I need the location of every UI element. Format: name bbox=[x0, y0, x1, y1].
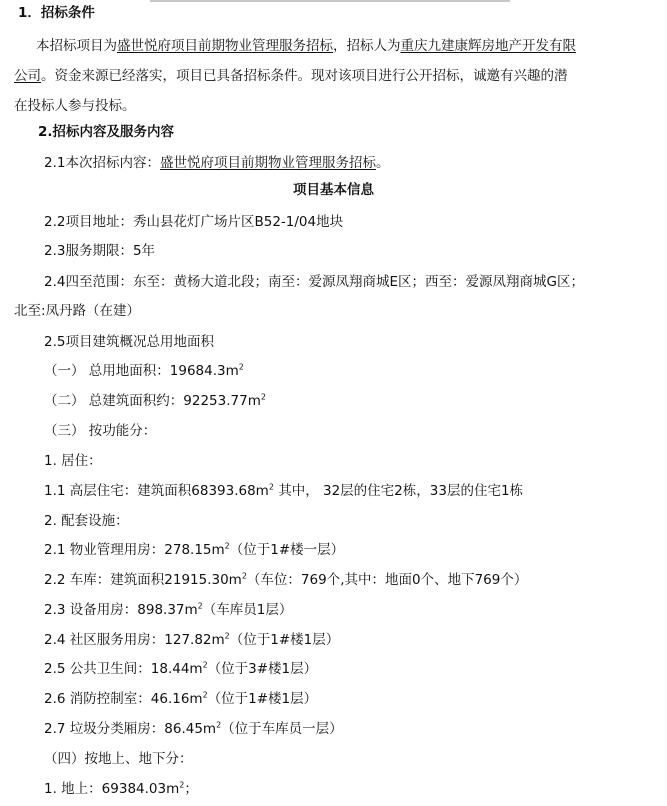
item-2-1 bbox=[44, 153, 389, 173]
superscript: 2 bbox=[197, 601, 203, 611]
superscript: 2 bbox=[179, 780, 185, 790]
item-2-3: 2.3服务期限：5年 bbox=[44, 243, 156, 259]
text: 。 bbox=[375, 155, 390, 171]
paragraph-line bbox=[36, 36, 576, 56]
text: 2.3 设备用房：898.37m bbox=[44, 602, 198, 618]
text: ，招标人为 bbox=[333, 38, 401, 54]
text: 1.1 高层住宅：建筑面积68393.68m bbox=[44, 483, 269, 499]
info-title: 项目基本信息 bbox=[293, 182, 374, 198]
paragraph-line bbox=[14, 66, 568, 86]
list-item bbox=[44, 779, 198, 799]
superscript: 2 bbox=[224, 541, 230, 551]
item-2-5: 2.5项目建筑概况总用地面积 bbox=[44, 334, 214, 350]
list-item: 2. 配套设施： bbox=[44, 513, 129, 529]
item-2-2: 2.2项目地址：秀山县花灯广场片区B52-1/04地块 bbox=[44, 214, 344, 230]
text: 。资金来源已经落实，项目已具备招标条件。现对该项目进行公开招标，诚邀有兴趣的潜 bbox=[41, 68, 568, 84]
text: （车库员1层） bbox=[202, 602, 293, 618]
list-item bbox=[44, 600, 292, 620]
superscript: 2 bbox=[241, 571, 247, 581]
list-item: 1. 居住： bbox=[44, 453, 102, 469]
superscript: 2 bbox=[260, 392, 266, 402]
paragraph-line: 在投标人参与投标。 bbox=[14, 98, 136, 114]
text: 2.4 社区服务用房：127.82m bbox=[44, 632, 225, 648]
top-divider bbox=[150, 0, 510, 2]
tenderer-name: 重庆九建康辉房地产开发有限 bbox=[400, 38, 576, 54]
text: ； bbox=[184, 781, 198, 797]
section-2-heading: 2.招标内容及服务内容 bbox=[38, 124, 175, 140]
superscript: 2 bbox=[268, 482, 274, 492]
section-1-heading: 1．招标条件 bbox=[18, 5, 95, 21]
text: 2.1 物业管理用房：278.15m bbox=[44, 542, 225, 558]
project-name: 盛世悦府项目前期物业管理服务招标 bbox=[159, 155, 376, 171]
list-item: （四）按地上、地下分： bbox=[44, 751, 193, 767]
text: 其中， 32层的住宅2栋，33层的住宅1栋 bbox=[273, 483, 524, 499]
superscript: 2 bbox=[216, 720, 222, 730]
list-item bbox=[44, 659, 317, 679]
superscript: 2 bbox=[238, 362, 244, 372]
text: 2.7 垃圾分类厢房：86.45m bbox=[44, 721, 217, 737]
list-item bbox=[44, 719, 343, 739]
text: 本招标项目为 bbox=[36, 38, 117, 54]
item-2-4-cont: 北至:凤丹路（在建） bbox=[14, 303, 141, 319]
text: （位于车库员一层） bbox=[221, 721, 343, 737]
list-item bbox=[44, 689, 317, 709]
project-name: 盛世悦府项目前期物业管理服务招标 bbox=[117, 38, 333, 54]
text: （车位：769个,其中：地面0个、地下769个） bbox=[246, 572, 528, 588]
item-2-4: 2.4四至范围：东至：黄杨大道北段；南至：爱源凤翔商城E区；西至：爱源凤翔商城G区； bbox=[44, 274, 584, 290]
text: 2.6 消防控制室：46.16m bbox=[44, 691, 203, 707]
list-item bbox=[44, 361, 244, 381]
superscript: 2 bbox=[202, 690, 208, 700]
list-item: （三） 按功能分： bbox=[44, 423, 157, 439]
superscript: 2 bbox=[202, 660, 208, 670]
text: 2.5 公共卫生间：18.44m bbox=[44, 661, 203, 677]
text: （位于1#楼1层） bbox=[229, 632, 340, 648]
text: 2.1本次招标内容： bbox=[44, 155, 160, 171]
superscript: 2 bbox=[224, 631, 230, 641]
text: （位于1#楼1层） bbox=[207, 691, 318, 707]
list-item bbox=[44, 540, 344, 560]
text: 2.2 车库：建筑面积21915.30m bbox=[44, 572, 242, 588]
text: （一） 总用地面积：19684.3m bbox=[44, 363, 239, 379]
tenderer-name: 公司 bbox=[14, 68, 41, 84]
list-item bbox=[44, 391, 266, 411]
list-item bbox=[44, 630, 339, 650]
text: （位于3#楼1层） bbox=[207, 661, 318, 677]
list-item bbox=[44, 570, 527, 590]
list-item bbox=[44, 481, 523, 501]
text: （位于1#楼一层） bbox=[229, 542, 345, 558]
text: （二） 总建筑面积约：92253.77m bbox=[44, 393, 261, 409]
text: 1. 地上：69384.03m bbox=[44, 781, 180, 797]
